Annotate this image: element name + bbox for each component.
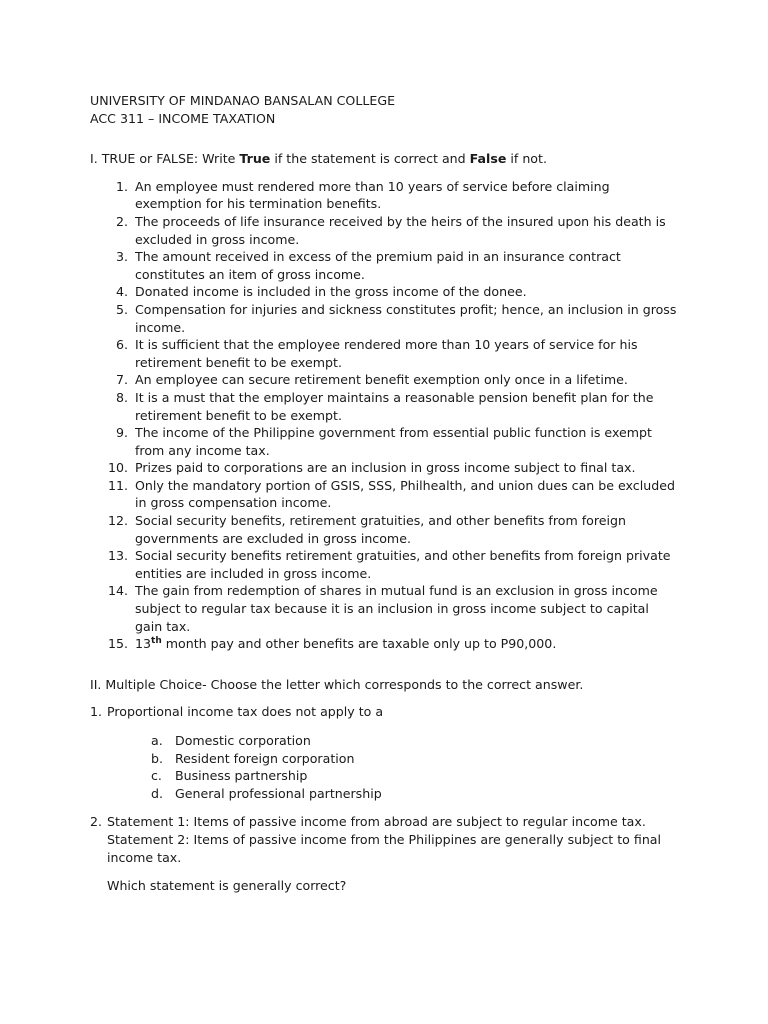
question-number: 1. — [90, 704, 103, 720]
item-text: An employee can secure retirement benefit exemption only once in a lifetime. — [135, 372, 628, 388]
question-text: Proportional income tax does not apply to a — [107, 704, 384, 720]
item-text: Compensation for injuries and sickness constitutes profit; hence, an inclusion in gross income. — [135, 301, 677, 335]
item-text: It is a must that the employer maintains a reasonable pension benefit plan for the retirement benefit to be exempt. — [135, 389, 654, 423]
choice-item — [107, 732, 677, 750]
item-number: 9. — [115, 425, 128, 441]
item-number: 12. — [107, 513, 128, 529]
list-item — [90, 371, 677, 389]
item-text: Social security benefits retirement gratuities, and other benefits from foreign private entities are included in gross income. — [135, 548, 671, 581]
exam-page — [90, 92, 690, 895]
list-item — [90, 635, 677, 653]
item-lead: 13 — [135, 636, 152, 652]
item-number: 15. — [107, 636, 128, 652]
choice-text: General professional partnership — [175, 785, 382, 801]
choice-letter: d. — [151, 785, 163, 801]
item-text: It is sufficient that the employee rendered more than 10 years of service for his retirement benefit to be exempt. — [135, 337, 638, 370]
list-item — [90, 248, 677, 283]
item-number: 7. — [115, 372, 128, 388]
item-text: The proceeds of life insurance received by the heirs of the insured upon his death is excluded in gross income. — [135, 213, 666, 247]
choice-letter: c. — [151, 768, 162, 784]
true-keyword: True — [239, 151, 271, 167]
list-item — [90, 178, 677, 213]
statement-1: Statement 1: Items of passive income from abroad are subject to regular income tax. — [107, 814, 646, 830]
choice-letter: b. — [151, 750, 163, 766]
item-number: 13. — [107, 548, 128, 564]
instructions-suffix: if not. — [506, 151, 547, 167]
item-number: 5. — [115, 301, 128, 317]
choice-letter: a. — [151, 733, 163, 748]
item-number: 3. — [115, 249, 128, 265]
item-text: The gain from redemption of shares in mutual fund is an exclusion in gross income subject to regular tax because it is an inclusion in gross income subject to capital gain tax. — [135, 583, 658, 634]
list-item — [90, 547, 677, 582]
item-number: 2. — [115, 213, 128, 229]
false-keyword: False — [469, 151, 507, 167]
multiple-choice-instructions: II. Multiple Choice- Choose the letter which corresponds to the correct answer. — [90, 676, 584, 692]
item-text: Only the mandatory portion of GSIS, SSS, Philhealth, and union dues can be excluded in gross compensation income. — [135, 477, 675, 511]
choice-item — [107, 750, 677, 768]
item-number: 11. — [107, 477, 128, 493]
choice-text: Resident foreign corporation — [175, 750, 355, 766]
list-item — [90, 301, 677, 336]
true-false-list — [90, 178, 690, 653]
choice-item — [107, 767, 677, 785]
list-item — [90, 459, 677, 477]
list-item — [90, 512, 677, 547]
item-text — [135, 635, 677, 653]
statement-2: Statement 2: Items of passive income from the Philippines are generally subject to final income tax. — [107, 831, 662, 865]
item-text: The income of the Philippine government from essential public function is exempt from any income tax. — [135, 425, 652, 458]
choice-text: Business partnership — [175, 768, 308, 784]
ordinal-suffix: th — [151, 636, 162, 647]
item-number: 14. — [107, 583, 128, 599]
question-2 — [90, 813, 677, 894]
instructions-prefix: I. TRUE or FALSE: Write — [90, 151, 240, 167]
item-text: An employee must rendered more than 10 years of service before claiming exemption for his termination benefits. — [135, 178, 610, 212]
item-number: 6. — [115, 337, 128, 353]
course-title: ACC 311 – INCOME TAXATION — [90, 110, 276, 126]
item-text: The amount received in excess of the premium paid in an insurance contract constitutes an item of gross income. — [135, 249, 621, 282]
item-rest: month pay and other benefits are taxable only up to P90,000. — [161, 636, 557, 652]
instructions-middle: if the statement is correct and — [270, 151, 470, 167]
item-text: Prizes paid to corporations are an inclusion in gross income subject to final tax. — [135, 460, 636, 476]
list-item — [90, 424, 677, 459]
question-number: 2. — [90, 814, 103, 830]
item-number: 4. — [115, 284, 128, 300]
school-name: UNIVERSITY OF MINDANAO BANSALAN COLLEGE — [90, 93, 396, 108]
true-false-instructions — [90, 150, 690, 168]
question-1 — [90, 703, 677, 802]
list-item — [90, 389, 677, 424]
list-item — [90, 213, 677, 248]
item-text: Donated income is included in the gross income of the donee. — [135, 284, 527, 300]
choice-text: Domestic corporation — [175, 733, 311, 748]
choice-item — [107, 785, 677, 803]
item-text: Social security benefits, retirement gratuities, and other benefits from foreign governments are excluded in gross income. — [135, 513, 627, 546]
item-number: 1. — [115, 178, 128, 194]
list-item — [90, 477, 677, 512]
item-number: 10. — [107, 460, 128, 476]
item-number: 8. — [115, 389, 128, 405]
list-item — [90, 336, 677, 371]
list-item — [90, 283, 677, 301]
list-item — [90, 582, 677, 635]
question-prompt: Which statement is generally correct? — [107, 878, 347, 894]
choice-list — [107, 732, 677, 802]
